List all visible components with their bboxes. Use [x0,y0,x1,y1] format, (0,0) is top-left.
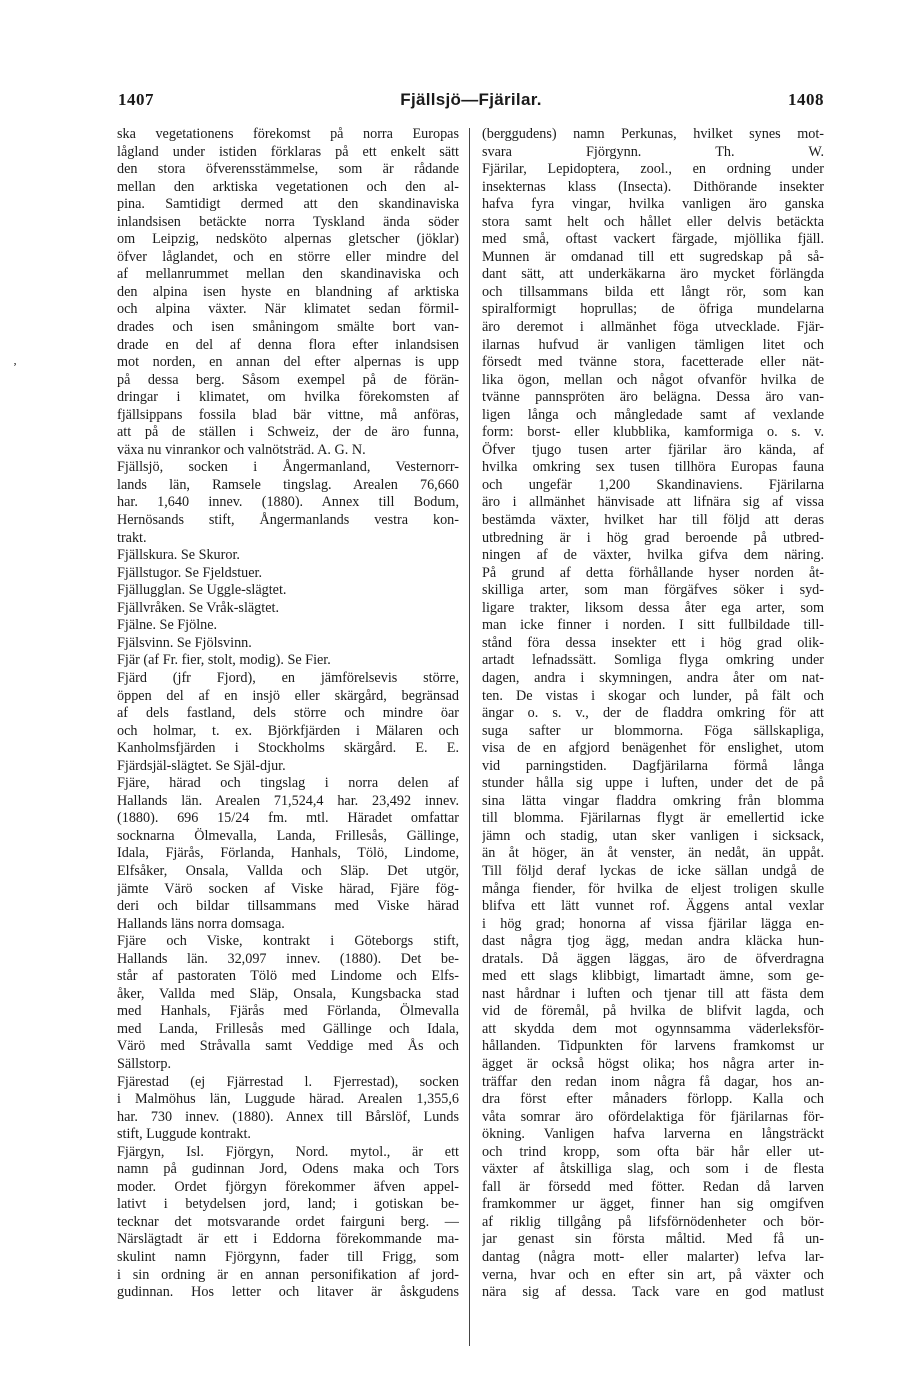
text-line: Fjäre och Viske, kontrakt i Göteborgs stift, [117,933,459,950]
text-line: Elfsåker, Onsala, Vallda och Släp. Det utgör, [117,862,459,879]
text-line: Fjällugglan. Se Uggle-slägtet. [117,582,287,599]
text-line: än åt höger, än åt venster, än nedåt, än uppåt. [482,845,824,862]
text-line: vid de föremål, på hvilka de blifvit lagda, och [482,1003,824,1020]
text-line: jämn och stadig, utan sker vanligen i sicksack, [482,827,824,844]
text-line: ska vegetationens förekomst på norra Europas [117,126,459,142]
text-line: den alpina isen hyste en blandning af arktiska [117,283,459,300]
text-line: dagen, andra i skymningen, andra åter om nat- [482,669,824,686]
text-line: åker, Vallda med Släp, Onsala, Kungsbacka stad [117,985,459,1002]
text-line: lands län, Ramsele tingslag. Arealen 76,660 [117,476,459,493]
text-line: Öfver tjugo tusen arter fjärilar äro kända, af [482,441,824,458]
text-line: inlandsisen betäckte norra Tyskland ända söder [117,213,459,230]
text-line: Fjärestad (ej Fjärrestad l. Fjerrestad), socken [117,1073,459,1090]
text-line: och ungefär 1,200 Skandinaviens. Fjärilarna [482,476,824,493]
text-line: i Malmöhus län, Luggude härad. Arealen 1,355,6 [117,1091,459,1108]
text-line: ängar o. s. v., der de fladdra omkring för att [482,705,824,722]
text-line: nast hårdnar i luften och tjenar till att fästa dem [482,985,824,1002]
text-line: Fjälsvinn. Se Fjölsvinn. [117,634,252,651]
text-line: med Landa, Frillesås med Gällinge och Idala, [117,1020,459,1037]
text-line: socknarna Ölmevalla, Landa, Frillesås, Gällinge, [117,827,459,844]
page-header [118,90,824,114]
text-line: våta somrar äro ofördelaktiga för fjärilarnas för- [482,1108,824,1125]
text-line: sina lätta vingar fladdra omkring från blomma [482,792,824,809]
text-line: blifva ett lätt vunnet rof. Äggens antal vexlar [482,898,824,915]
text-line: mellan den arktiska vegetationen och den al- [117,178,459,195]
text-line: ligare trakter, liksom dessa åter ega arter, som [482,599,824,616]
text-line: många fiender, för hvilka de eljest troligen skulle [482,880,824,897]
text-line: och alpina växter. När klimatet sedan förmil- [117,301,459,318]
page-number-right: 1408 [788,90,824,109]
text-line: till blomma. Fjärilarnas flygt är emellertid icke [482,810,824,827]
text-line: verna, hvar och en efter sin art, på växter och [482,1266,824,1283]
text-line: hvilka omkring sex tusen tillhöra Europas fauna [482,459,824,476]
text-line: den stora öfverensstämmelse, som är rådande [117,161,459,178]
text-line: ningen af de växter, hvilka gifva dem näring. [482,547,824,564]
text-line: Hernösands stift, Ångermanlands vestra kon- [117,512,459,529]
text-line: Idala, Fjärås, Förlanda, Hanhals, Tölö, Lindome, [117,845,459,862]
text-line: framkommer ur ägget, finner han sig omgifven [482,1196,824,1213]
text-line: Närslägtadt är ett i Eddorna förekommande ma- [117,1231,459,1248]
text-line: mot norden, en annan del efter alpernas is upp [117,354,459,371]
text-line: öfver låglandet, och en större eller mindre del [117,248,459,265]
text-line: svara Fjörgynn. Th. W. [482,143,824,160]
text-line: Munnen är omdanad till ett sugredskap på så- [482,248,824,265]
text-line: form: borst- eller klubblika, kamformiga o. s. v. [482,424,824,441]
right-column [482,126,824,1302]
text-line: har. 730 innev. (1880). Annex till Bårslöf, Lunds [117,1108,459,1125]
text-line: öppen del af en insjö eller skärgård, begränsad [117,687,459,704]
text-line: fall är försedd med fötter. Redan då larven [482,1178,824,1195]
text-line: lågland under istiden förklaras på ett enkelt sätt [117,143,459,160]
text-line: Fjär (af Fr. fier, stolt, modig). Se Fier. [117,652,331,669]
text-line: i sin ordning är en annan personifikation af jord- [117,1266,459,1283]
text-line: träffar den redan inom några få dagar, hos an- [482,1073,824,1090]
text-line: Fjärgyn, Isl. Fjörgyn, Nord. mytol., är ett [117,1143,459,1160]
text-line: Kanholmsfjärden i Stockholms skärgård. E. E. [117,740,459,757]
text-line: på dessa berg. Såsom exempel på de förän- [117,371,459,388]
text-line: ten. De vistas i skogar och lunder, på fält och [482,687,824,704]
text-line: Värö med Stråvalla samt Veddige med Ås och [117,1038,459,1055]
text-line: har. 1,640 innev. (1880). Annex till Bodum, [117,494,459,511]
text-line: visa de en afgjord benägenhet för enslighet, utom [482,740,824,757]
text-line: (berggudens) namn Perkunas, hvilket synes mot- [482,126,824,142]
text-line: (1880). 696 15/24 fm. mtl. Häradet omfattar [117,810,459,827]
text-line: Fjällstugor. Se Fjeldstuer. [117,564,263,581]
left-column [117,126,459,1302]
text-line: och trind kropp, som ofta bär hår eller ut- [482,1143,824,1160]
text-line: trakt. [117,529,147,546]
text-line: af riklig tillgång på lifsförnödenheter och bör- [482,1213,824,1230]
text-line: hafva fyra vingar, hvilka vanligen äro ganska [482,196,824,213]
text-line: ägget är också högst olika; hos några arter in- [482,1055,824,1072]
text-line: skilliga arter, som man förgäfves söker i syd- [482,582,824,599]
text-line: dantag (några mott- eller malarter) lefva lar- [482,1249,824,1265]
running-title: Fjällsjö—Fjärilar. [400,90,542,109]
text-line: stunder hålla sig uppe i luften, under det de på [482,775,824,792]
text-line: stora samt helt och hållet eller delvis betäckta [482,213,824,230]
text-line: stift, Luggude kontrakt. [117,1126,251,1143]
text-line: Hallands läns norra domsaga. [117,915,285,932]
text-line: Hallands län. Arealen 71,524,4 har. 23,492 innev. [117,792,459,809]
text-line: drade en del af denna flora efter inlandsisen [117,336,459,353]
text-line: att skydda dem mot ogynnsamma väderleksför- [482,1020,824,1037]
text-line: utbredning är i hög grad beroende på utbred- [482,529,824,546]
text-line: att på de ställen i Schweiz, der de äro funna, [117,424,459,441]
text-line: äro deremot i allmänhet föga utvecklade. Fjär- [482,319,824,336]
text-line: växa nu vinrankor och valnötsträd. A. G. N. [117,441,366,458]
text-line: dant sätt, att underkäkarna äro mycket förlängda [482,266,824,283]
text-line: insekternas klass (Insecta). Dithörande insekter [482,178,824,195]
text-line: Till följd deraf lyckas de icke sällan undgå de [482,862,824,879]
text-line: gudinnan. Hos letter och litaver är åskgudens [117,1284,459,1301]
text-line: På grund af detta förhållande hyser norden åt- [482,564,824,581]
text-line: jämte Värö socken af Viske härad, Fjäre fög- [117,880,459,897]
text-line: i hög grad; honorna af vissa fjärilar lägga en- [482,915,824,932]
text-line: dratals. Då äggen läggas, äro de öfverdragna [482,950,824,967]
text-line: Fjällskura. Se Skuror. [117,547,240,564]
text-line: artadt lefnadssätt. Somliga flyga omkring under [482,652,824,669]
text-line: ligen långa och mångledade samt af vexlande [482,406,824,423]
text-line: dra först efter månaders förlopp. Kalla och [482,1091,824,1108]
text-line: drades och isen småningom smälte bort van- [117,319,459,336]
text-line: man icke finner i norden. I sitt fullbildade till- [482,617,824,634]
text-line: Fjälne. Se Fjölne. [117,617,218,634]
margin-mark: ʼ [13,360,17,374]
text-line: hållanden. Tidpunkten för larvens framkomst ur [482,1038,824,1055]
text-line: vid parningstiden. Dagfjärilarna förmå långa [482,757,824,774]
text-line: stånd föra dessa insekter ett i hög grad olik- [482,634,824,651]
text-line: lativt i betydelsen jord, land; i gotiskan be- [117,1196,459,1213]
text-line: moder. Ordet fjörgyn förekommer äfven appel- [117,1178,459,1195]
text-line: jar genast sin första måltid. Med få un- [482,1231,824,1248]
text-line: namn på gudinnan Jord, Odens maka och Tors [117,1161,459,1178]
text-line: pina. Samtidigt dermed att den skandinaviska [117,196,459,213]
text-line: med Hanhals, Fjärås med Förlanda, Ölmevalla [117,1003,459,1020]
text-line: dringar i klimatet, om hvilka förekomsten af [117,389,459,406]
text-line: suga safter ur blommorna. Föga sällskapliga, [482,722,824,739]
text-line: ökning. Vanligen hafva larverna en långsträckt [482,1126,824,1143]
text-line: och holmar, t. ex. Björkfjärden i Mälaren och [117,722,459,739]
text-line: deri och bildar tillsammans med Viske härad [117,898,459,915]
text-line: med ett slags klibbigt, limartadt ämne, som ge- [482,968,824,985]
text-line: med små, oftast vackert färgade, mjöllika fjäll. [482,231,824,248]
text-line: af mellanrummet mellan den skandinaviska och [117,266,459,283]
text-line: bestämda växter, hvilket har till följd att deras [482,512,824,529]
text-line: Fjärilar, Lepidoptera, zool., en ordning under [482,161,824,178]
text-line: Fjäre, härad och tingslag i norra delen af [117,775,459,792]
text-line: spiralformigt hoprullas; de öfriga mundelarna [482,301,824,318]
text-line: fjällsippans fossila blad bär vittne, må anföras, [117,406,459,423]
text-line: växter af åtskilliga slag, och som i de flesta [482,1161,824,1178]
page-number-left: 1407 [118,90,154,109]
text-line: om Leipzig, nedsköto alpernas gletscher (jöklar) [117,231,459,248]
text-line: tecknar det motsvarande ordet fairguni berg. — [117,1213,459,1230]
text-line: Sällstorp. [117,1055,171,1072]
text-line: äro i allmänhet hänvisade att lifnära sig af vissa [482,494,824,511]
text-line: dast några tjog ägg, medan andra kläcka hun- [482,933,824,950]
text-line: nära sig af dessa. Tack vare en god matlust [482,1284,824,1301]
text-line: Fjällvråken. Se Vråk-slägtet. [117,599,279,616]
column-divider [469,128,470,1346]
text-line: och tillsammans bilda ett långt rör, som kan [482,283,824,300]
text-line: Fjärd (jfr Fjord), en jämförelsevis större, [117,669,459,686]
text-line: Hallands län. 32,097 innev. (1880). Det be- [117,950,459,967]
text-line: Fjällsjö, socken i Ångermanland, Vesternorr- [117,459,459,476]
text-line: tvänne pannspröten äro belägna. Dessa äro van- [482,389,824,406]
text-line: står af pastoraten Tölö med Lindome och Elfs- [117,968,459,985]
text-line: skulint namn Fjörgynn, fader till Frigg, som [117,1249,459,1265]
text-line: ilarnas hufvud är vanligen tämligen litet och [482,336,824,353]
text-line: försedt med tvänne stora, facetterade eller nät- [482,354,824,371]
text-line: af dels fastland, dels större och mindre öar [117,705,459,722]
text-line: lika ögon, mellan och något ofvanför hvilka de [482,371,824,388]
text-line: Fjärdsjäl-slägtet. Se Själ-djur. [117,757,286,774]
